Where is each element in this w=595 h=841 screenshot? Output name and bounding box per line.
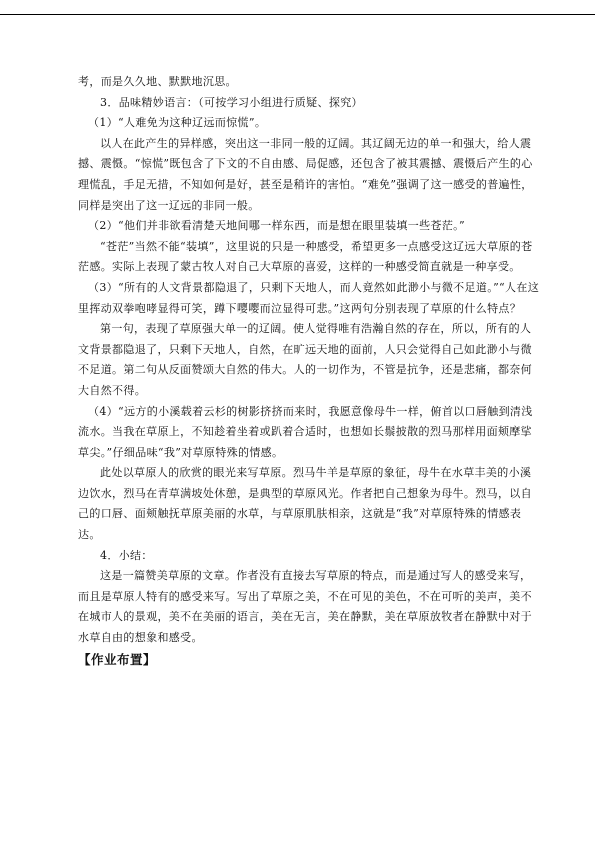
quote-4: （4）“远方的小溪载着云杉的树影挤挤而来时，我愿意像母牛一样，俯首以口唇触到清浅流水。当我在草原上，不知趁着坐着或趴着合适时，也想如长鬃披散的烈马那样用面颊摩挲草尖。”仔细品味“我”对草原特殊的情感。 [78,404,533,459]
analysis-4: 此处以草原人的欣赏的眼光来写草原。烈马牛羊是草原的象征，母牛在水草丰美的小溪边饮水，烈马在青草满坡处休憩，是典型的草原风光。作者把自己想象为母牛。烈马，以自己的口唇、面颊触抚草原美丽的水草，与草原肌肤相亲，这就是“我”对草原特殊的情感表达。 [78,466,532,542]
document-body [78,72,540,671]
quote-2: （2）“他们并非欲看清楚天地间哪一样东西，而是想在眼里装填一些苍茫。” [88,219,465,233]
analysis-1: 以人在此产生的异样感，突出这一非同一般的辽阔。其辽阔无边的单一和强大，给人震撼、震慑。“惊慌”既包含了下文的不自由感、局促感，还包含了被其震撼、震慑后产生的心理慌乱，手足无措，不知如何是好，甚至是稍许的害怕。“难免”强调了这一感受的普遍性，同样是突出了这一辽远的非同一般。 [78,136,533,212]
summary-paragraph: 这是一篇赞美草原的文章。作者没有直接去写草原的特点，而是通过写人的感受来写，而且是草原人特有的感受来写。写出了草原之美，不在可见的美色，不在可听的美声，美不在城市人的景观，美不在美丽的语言，美在无言，美在静默，美在草原放牧者在静默中对于水草自由的想象和感受。 [78,569,532,645]
section-heading-homework: 【作业布置】 [78,651,157,667]
analysis-3: 第一句，表现了草原强大单一的辽阔。使人觉得唯有浩瀚自然的存在，所以，所有的人文背景都隐退了，只剩下天地人，自然，在旷远天地的面前，人只会觉得自己如此渺小与微不足道。第二句从反面赞颂大自然的伟大。人的一切作为，不管是抗争，还是悲痛，都奈何大自然不得。 [78,322,532,397]
paragraph-p01: 考，而是久久地、默默地沉思。 [78,75,237,88]
analysis-2: “苍茫”当然不能“装填”，这里说的只是一种感受，希望更多一点感受这辽远大草原的苍茫感。实际上表现了蒙古牧人对自己大草原的喜爱，这样的一种感受简直就是一种享受。 [78,239,533,274]
item-heading-3: 3．品味精妙语言：（可按学习小组进行质疑、探究） [100,95,363,109]
quote-3: （3）“所有的人文背景都隐退了，只剩下天地人，而人竟然如此渺小与微不足道。”“人在这里挥动双拳咆哮显得可笑，蹲下嘤嘤而泣显得可悲。”这两句分别表现了草原的什么特点？ [78,280,540,315]
quote-1: （1）“人难免为这种辽远而惊慌”。 [88,116,267,130]
top-rule [0,14,595,15]
item-heading-4: 4．小结： [100,548,153,562]
